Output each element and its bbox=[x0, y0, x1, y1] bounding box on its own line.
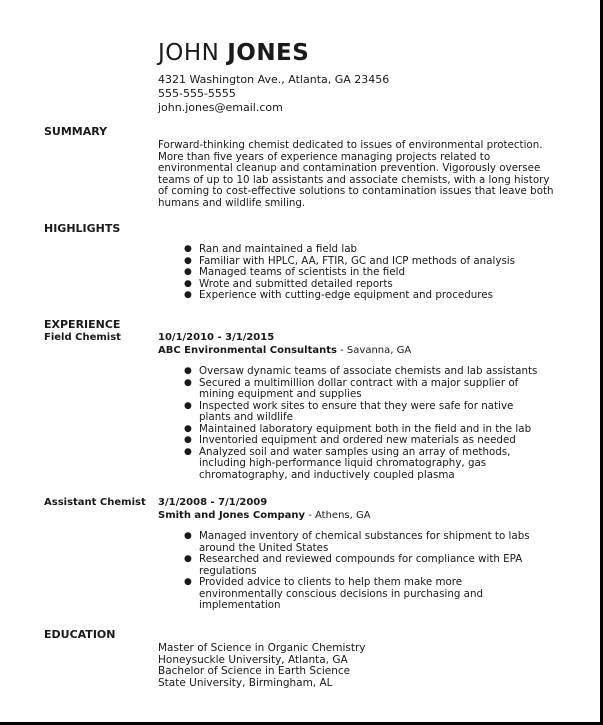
list-item: ● Inspected work sites to ensure that they were safe for native plants and wildlife bbox=[184, 401, 544, 424]
job-company bbox=[158, 345, 411, 356]
contact-block bbox=[158, 73, 389, 115]
job-dates: 10/1/2010 - 3/1/2015 bbox=[158, 332, 275, 343]
experience-heading: EXPERIENCE bbox=[44, 318, 121, 331]
job-duties-list bbox=[184, 366, 544, 481]
list-item: ● Ran and maintained a field lab bbox=[184, 244, 544, 256]
first-name: JOHN bbox=[158, 40, 220, 66]
school: State University, Birmingham, AL bbox=[158, 676, 333, 689]
list-item: ● Oversaw dynamic teams of associate chemists and lab assistants bbox=[184, 366, 544, 378]
job-title: Assistant Chemist bbox=[44, 497, 146, 508]
education-heading: EDUCATION bbox=[44, 628, 116, 641]
list-item: ● Provided advice to clients to help them make more environmentally conscious decisions in purchasing and implementation bbox=[184, 577, 544, 612]
company-location: - Savanna, GA bbox=[336, 345, 412, 356]
email: john.jones@email.com bbox=[158, 101, 283, 114]
list-item: ● Inventoried equipment and ordered new materials as needed bbox=[184, 435, 544, 447]
candidate-name bbox=[158, 40, 309, 66]
list-item: ● Managed teams of scientists in the field bbox=[184, 267, 544, 279]
company-name: Smith and Jones Company bbox=[158, 510, 306, 521]
list-item: ● Experience with cutting-edge equipment and procedures bbox=[184, 290, 544, 302]
highlights-heading: HIGHLIGHTS bbox=[44, 222, 121, 235]
list-item: ● Secured a multimillion dollar contract with a major supplier of mining equipment and supplies bbox=[184, 378, 544, 401]
list-item: ● Managed inventory of chemical substances for shipment to labs around the United States bbox=[184, 531, 544, 554]
list-item: ● Researched and reviewed compounds for compliance with EPA regulations bbox=[184, 554, 544, 577]
job-dates: 3/1/2008 - 7/1/2009 bbox=[158, 497, 268, 508]
list-item: ● Analyzed soil and water samples using an array of methods, including high-performance liquid chromatography, gas chromatography, and inductively coupled plasma bbox=[184, 447, 544, 482]
summary-text: Forward-thinking chemist dedicated to issues of environmental protection. More than five years of experience managing projects related to environmental cleanup and contamination prevention. Vigorously oversee teams of up to 10 lab assistants and associate chemists, with a long history of coming to cost-effective solutions to contamination issues that leave both humans and wildlife smiling. bbox=[158, 139, 554, 209]
list-item: ● Wrote and submitted detailed reports bbox=[184, 279, 544, 291]
company-location: - Athens, GA bbox=[305, 510, 371, 521]
degree: Bachelor of Science in Earth Science bbox=[158, 665, 351, 677]
job-title: Field Chemist bbox=[44, 332, 121, 343]
list-item: ● Maintained laboratory equipment both in the field and in the lab bbox=[184, 424, 544, 436]
address: 4321 Washington Ave., Atlanta, GA 23456 bbox=[158, 73, 390, 86]
summary-heading: SUMMARY bbox=[44, 125, 108, 138]
phone: 555-555-5555 bbox=[158, 87, 236, 100]
company-name: ABC Environmental Consultants bbox=[158, 345, 337, 356]
job-company bbox=[158, 510, 371, 521]
degree: Master of Science in Organic Chemistry bbox=[158, 642, 366, 654]
job-duties-list bbox=[184, 531, 544, 612]
education-block bbox=[158, 643, 366, 689]
list-item: ● Familiar with HPLC, AA, FTIR, GC and ICP methods of analysis bbox=[184, 256, 544, 268]
last-name: JONES bbox=[227, 40, 310, 66]
highlights-list bbox=[184, 244, 544, 302]
school: Honeysuckle University, Atlanta, GA bbox=[158, 653, 348, 666]
